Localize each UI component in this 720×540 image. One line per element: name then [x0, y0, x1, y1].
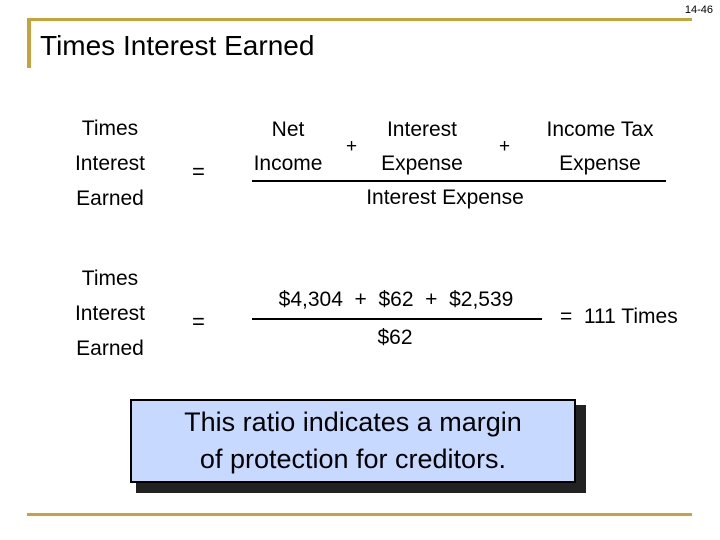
calculation-denominator: $62 — [377, 326, 413, 349]
bottom-rule — [27, 513, 692, 516]
formula-term-income-tax-expense — [526, 113, 674, 181]
top-rule — [27, 18, 692, 21]
calculation-label-line: Interest — [74, 302, 146, 325]
calculation-label-line: Times — [81, 267, 139, 290]
term-line: Net — [271, 118, 305, 141]
formula-equals: = — [192, 159, 205, 184]
callout-line: This ratio indicates a margin — [184, 407, 522, 437]
term-line: Income — [253, 152, 323, 175]
calculation-result: = 111 Times — [560, 305, 678, 328]
callout-box — [130, 399, 576, 483]
callout-line: of protection for creditors. — [199, 444, 507, 474]
formula-label — [50, 111, 170, 216]
slide-title: Times Interest Earned — [40, 30, 315, 61]
formula-label-line: Times — [81, 117, 139, 140]
term-line: Interest — [386, 118, 458, 141]
calculation-label — [50, 261, 170, 366]
formula-term-net-income — [242, 113, 334, 181]
calculation-numerator: $4,304 + $62 + $2,539 — [278, 288, 514, 311]
formula-label-line: Interest — [74, 152, 146, 175]
term-line: Income Tax — [546, 118, 654, 141]
formula-plus: + — [499, 136, 511, 157]
calculation-label-line: Earned — [76, 337, 144, 360]
calculation-fraction-line — [252, 318, 542, 320]
left-accent-bar — [27, 20, 31, 68]
term-line: Expense — [381, 152, 463, 175]
page-number: 14-46 — [684, 4, 713, 16]
term-line: Expense — [559, 152, 641, 175]
formula-label-line: Earned — [76, 187, 144, 210]
formula-denominator: Interest Expense — [366, 186, 524, 209]
formula-term-interest-expense — [364, 113, 480, 181]
formula-plus: + — [346, 136, 358, 157]
calculation-equals: = — [192, 309, 205, 334]
